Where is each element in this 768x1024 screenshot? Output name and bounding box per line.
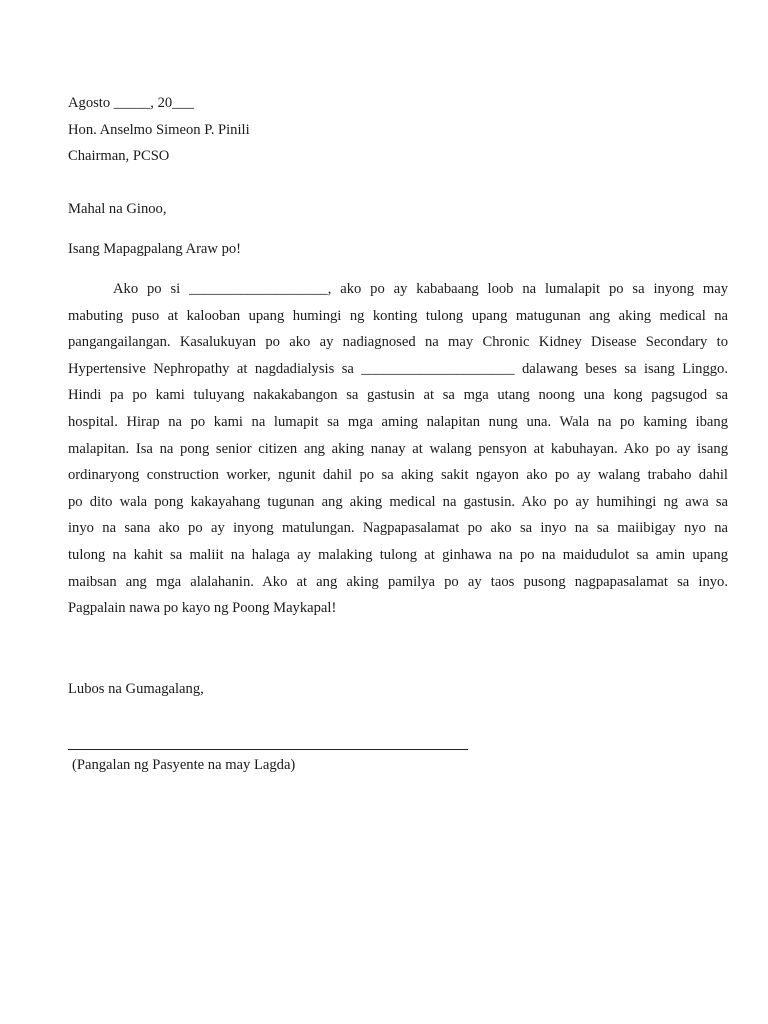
body-line: inyo na sana ako po ay inyong matulungan. Nagpapasalamat po ako sa inyo na sa maiibigay nyo na bbox=[68, 520, 728, 537]
closing: Lubos na Gumagalang, bbox=[68, 681, 204, 697]
salutation: Mahal na Ginoo, bbox=[68, 201, 167, 217]
body-line: hospital. Hirap na po kami na lumapit sa mga aming nalapitan nung una. Wala na po kaming ibang bbox=[68, 413, 728, 430]
signature-label: (Pangalan ng Pasyente na may Lagda) bbox=[72, 757, 296, 773]
body-line: mabuting puso at kalooban upang humingi ng konting tulong upang matugunan ang aking medical na bbox=[68, 307, 728, 324]
body-line: pangangailangan. Kasalukuyan po ako ay nadiagnosed na may Chronic Kidney Disease Secondary to bbox=[68, 334, 728, 351]
body-line: ordinaryong construction worker, ngunit dahil po sa aking sakit ngayon ako po ay walang trabaho dahil bbox=[68, 467, 728, 484]
body-line: po dito wala pong kakayahang tugunan ang aking medical na gastusin. Ako po ay humihingi ng awa sa bbox=[68, 493, 728, 510]
body-line: Hindi pa po kami tuluyang nakakabangon sa gastusin at sa mga utang noong una kong pagsugod sa bbox=[68, 387, 728, 404]
body-line: maibsan ang mga alalahanin. Ako at ang aking pamilya po ay taos pusong nagpapasalamat sa inyo. bbox=[68, 573, 728, 590]
body-line: malapitan. Isa na pong senior citizen ang aking nanay at walang pensyon at kabuhayan. Ako po ay isang bbox=[68, 440, 728, 457]
greeting: Isang Mapagpalang Araw po! bbox=[68, 241, 242, 257]
body-line: Ako po si ___________________, ako po ay kababaang loob na lumalapit po sa inyong may bbox=[113, 281, 728, 297]
body-line: Pagpalain nawa po kayo ng Poong Maykapal! bbox=[68, 600, 337, 617]
letter-body bbox=[68, 279, 728, 625]
recipient-name: Hon. Anselmo Simeon P. Pinili bbox=[68, 122, 250, 138]
signature-line bbox=[68, 749, 468, 750]
body-line: Hypertensive Nephropathy at nagdadialysis sa _____________________ dalawang beses sa isang Linggo. bbox=[68, 360, 728, 377]
body-line: tulong na kahit sa maliit na halaga ay malaking tulong at ginhawa na po na maidudulot sa amin upang bbox=[68, 546, 728, 563]
date-line: Agosto _____, 20___ bbox=[68, 95, 195, 111]
recipient-title: Chairman, PCSO bbox=[68, 148, 170, 164]
